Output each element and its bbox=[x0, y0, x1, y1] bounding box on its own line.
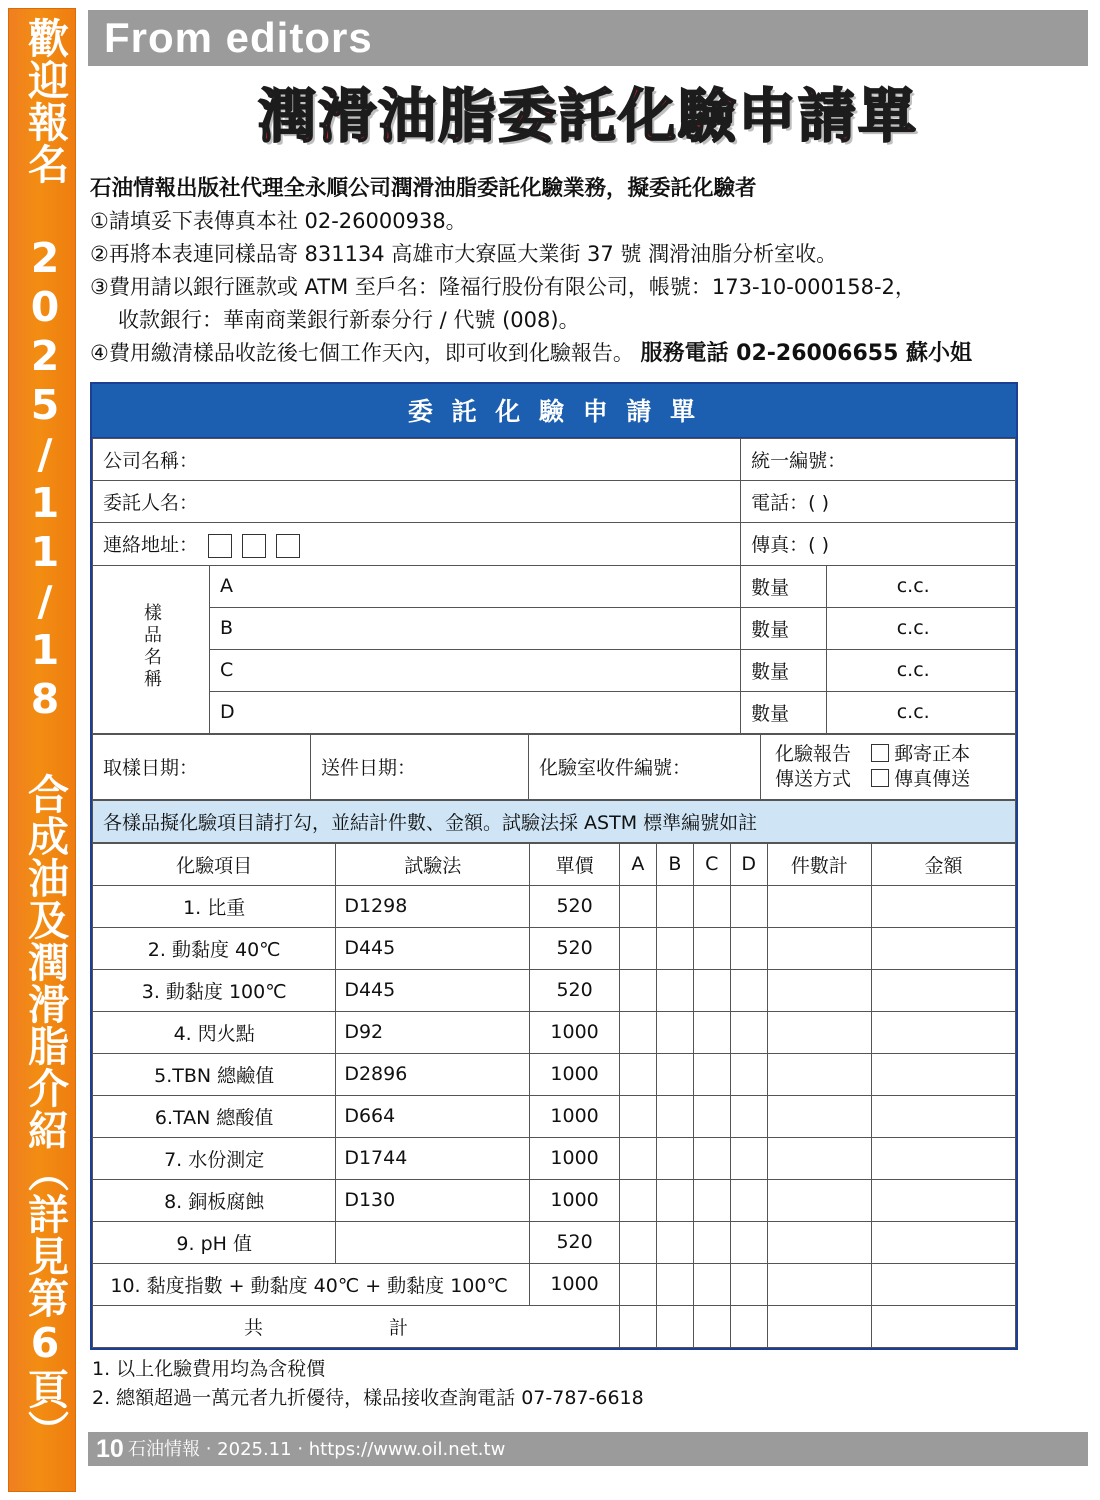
form-row-contact bbox=[93, 481, 1016, 523]
col-item-name: 化驗項目 bbox=[93, 843, 336, 885]
sample-row-d bbox=[93, 691, 1016, 733]
footnotes bbox=[92, 1355, 644, 1413]
col-method: 試驗法 bbox=[336, 843, 530, 885]
check-c-5[interactable] bbox=[693, 1053, 730, 1095]
totals-row bbox=[93, 1305, 1016, 1347]
count-1[interactable] bbox=[767, 885, 871, 927]
item-method-2: D445 bbox=[336, 927, 530, 969]
items-note: 各樣品擬化驗項目請打勾，並結計件數、金額。試驗法採 ASTM 標準編號如註 bbox=[93, 800, 1016, 842]
check-c-4[interactable] bbox=[693, 1011, 730, 1053]
zip-box-3[interactable] bbox=[276, 534, 300, 558]
total-b[interactable] bbox=[656, 1305, 693, 1347]
check-b-5[interactable] bbox=[656, 1053, 693, 1095]
col-a: A bbox=[619, 843, 656, 885]
total-c[interactable] bbox=[693, 1305, 730, 1347]
count-10[interactable] bbox=[767, 1263, 871, 1305]
form-row-address bbox=[93, 523, 1016, 566]
col-count: 件數計 bbox=[767, 843, 871, 885]
check-b-10[interactable] bbox=[656, 1263, 693, 1305]
sample-b-unit: c.c. bbox=[826, 607, 1015, 649]
form-note-grid bbox=[92, 800, 1016, 843]
service-phone: 服務電話 02-26006655 蘇小姐 bbox=[640, 341, 973, 366]
check-b-1[interactable] bbox=[656, 885, 693, 927]
col-b: B bbox=[656, 843, 693, 885]
check-d-6[interactable] bbox=[730, 1095, 767, 1137]
fax-delivery-option[interactable]: 傳真傳送 bbox=[871, 768, 970, 790]
item-method-5: D2896 bbox=[336, 1053, 530, 1095]
item-name-5: 5.TBN 總鹼值 bbox=[93, 1053, 336, 1095]
sample-d-qty-label: 數量 bbox=[741, 691, 827, 733]
amount-9[interactable] bbox=[871, 1221, 1015, 1263]
sample-c-unit: c.c. bbox=[826, 649, 1015, 691]
form-row-dates bbox=[93, 734, 1016, 799]
footnote-2: 2. 總額超過一萬元者九折優待，樣品接收查詢電話 07-787-6618 bbox=[92, 1387, 644, 1409]
sample-a-qty-label: 數量 bbox=[741, 565, 827, 607]
item-name-6: 6.TAN 總酸值 bbox=[93, 1095, 336, 1137]
sample-d-unit: c.c. bbox=[826, 691, 1015, 733]
intro-lead: 石油情報出版社代理全永順公司潤滑油脂委託化驗業務，擬委託化驗者 bbox=[90, 176, 757, 201]
check-a-1[interactable] bbox=[619, 885, 656, 927]
zip-box-1[interactable] bbox=[208, 534, 232, 558]
company-name-label[interactable]: 公司名稱： bbox=[93, 439, 741, 481]
checkbox-mail-original[interactable] bbox=[871, 744, 889, 762]
table-row bbox=[93, 1263, 1016, 1305]
report-label-2: 傳送方式 bbox=[775, 767, 852, 790]
check-b-7[interactable] bbox=[656, 1137, 693, 1179]
check-a-2[interactable] bbox=[619, 927, 656, 969]
items-note-row bbox=[93, 800, 1016, 842]
check-d-8[interactable] bbox=[730, 1179, 767, 1221]
total-amount[interactable] bbox=[871, 1305, 1015, 1347]
side-banner-text: 歡迎報名 2025/11/18 合成油及潤滑脂介紹（詳見第6頁） bbox=[21, 17, 69, 1452]
amount-2[interactable] bbox=[871, 927, 1015, 969]
check-d-1[interactable] bbox=[730, 885, 767, 927]
count-2[interactable] bbox=[767, 927, 871, 969]
table-row bbox=[93, 927, 1016, 969]
address-cell[interactable] bbox=[93, 523, 741, 566]
count-3[interactable] bbox=[767, 969, 871, 1011]
side-banner bbox=[8, 8, 76, 1492]
item-price-9: 520 bbox=[530, 1221, 620, 1263]
item-method-1: D1298 bbox=[336, 885, 530, 927]
tax-id-label[interactable]: 統一編號： bbox=[741, 439, 1016, 481]
item-method-8: D130 bbox=[336, 1179, 530, 1221]
sample-b-field[interactable]: B bbox=[210, 607, 741, 649]
count-7[interactable] bbox=[767, 1137, 871, 1179]
item-method-7: D1744 bbox=[336, 1137, 530, 1179]
check-b-6[interactable] bbox=[656, 1095, 693, 1137]
sampling-date-label[interactable]: 取樣日期： bbox=[93, 734, 311, 799]
report-label-1: 化驗報告 bbox=[775, 742, 852, 765]
intro-line-2: ②再將本表連同樣品寄 831134 高雄市大寮區大業街 37 號 潤滑油脂分析室收。 bbox=[90, 242, 838, 266]
sample-d-field[interactable]: D bbox=[210, 691, 741, 733]
check-b-3[interactable] bbox=[656, 969, 693, 1011]
zip-boxes[interactable] bbox=[208, 534, 304, 558]
application-form bbox=[90, 382, 1018, 1350]
check-b-9[interactable] bbox=[656, 1221, 693, 1263]
count-9[interactable] bbox=[767, 1221, 871, 1263]
check-a-10[interactable] bbox=[619, 1263, 656, 1305]
table-row bbox=[93, 1011, 1016, 1053]
table-row bbox=[93, 1221, 1016, 1263]
lab-receipt-no-label[interactable]: 化驗室收件編號： bbox=[529, 734, 761, 799]
item-name-7: 7. 水份測定 bbox=[93, 1137, 336, 1179]
count-4[interactable] bbox=[767, 1011, 871, 1053]
check-d-3[interactable] bbox=[730, 969, 767, 1011]
form-row-company bbox=[93, 439, 1016, 481]
amount-8[interactable] bbox=[871, 1179, 1015, 1221]
items-header-row bbox=[93, 843, 1016, 885]
page-title: 潤滑油脂委託化驗申請單 bbox=[257, 82, 918, 150]
table-row bbox=[93, 1137, 1016, 1179]
sample-name-vertical-label: 樣品名稱 bbox=[93, 565, 210, 733]
total-d[interactable] bbox=[730, 1305, 767, 1347]
sample-c-qty-label: 數量 bbox=[741, 649, 827, 691]
check-a-7[interactable] bbox=[619, 1137, 656, 1179]
contact-name-label[interactable]: 委託人名： bbox=[93, 481, 741, 523]
check-a-9[interactable] bbox=[619, 1221, 656, 1263]
item-name-9: 9. pH 值 bbox=[93, 1221, 336, 1263]
item-price-1: 520 bbox=[530, 885, 620, 927]
item-price-7: 1000 bbox=[530, 1137, 620, 1179]
check-a-6[interactable] bbox=[619, 1095, 656, 1137]
check-c-2[interactable] bbox=[693, 927, 730, 969]
check-a-4[interactable] bbox=[619, 1011, 656, 1053]
item-price-6: 1000 bbox=[530, 1095, 620, 1137]
check-d-9[interactable] bbox=[730, 1221, 767, 1263]
col-d: D bbox=[730, 843, 767, 885]
col-price: 單價 bbox=[530, 843, 620, 885]
check-a-8[interactable] bbox=[619, 1179, 656, 1221]
sample-row-b bbox=[93, 607, 1016, 649]
check-c-7[interactable] bbox=[693, 1137, 730, 1179]
check-a-5[interactable] bbox=[619, 1053, 656, 1095]
item-method-9 bbox=[336, 1221, 530, 1263]
footer-text: 石油情報 ‧ 2025.11 ‧ https://www.oil.net.tw bbox=[128, 1439, 506, 1460]
intro-line-1: ①請填妥下表傳真本社 02-26000938。 bbox=[90, 209, 467, 233]
check-b-8[interactable] bbox=[656, 1179, 693, 1221]
count-8[interactable] bbox=[767, 1179, 871, 1221]
form-top-grid bbox=[92, 438, 1016, 734]
amount-10[interactable] bbox=[871, 1263, 1015, 1305]
check-d-10[interactable] bbox=[730, 1263, 767, 1305]
sample-c-field[interactable]: C bbox=[210, 649, 741, 691]
item-name-10: 10. 黏度指數 + 動黏度 40℃ + 動黏度 100℃ bbox=[93, 1263, 530, 1305]
col-amount: 金額 bbox=[871, 843, 1015, 885]
total-label: 共 計 bbox=[93, 1305, 620, 1347]
check-d-4[interactable] bbox=[730, 1011, 767, 1053]
intro-block bbox=[90, 172, 1090, 370]
check-b-2[interactable] bbox=[656, 927, 693, 969]
report-delivery-row-1 bbox=[775, 742, 1005, 767]
table-row bbox=[93, 1053, 1016, 1095]
check-c-6[interactable] bbox=[693, 1095, 730, 1137]
total-a[interactable] bbox=[619, 1305, 656, 1347]
amount-7[interactable] bbox=[871, 1137, 1015, 1179]
form-dates-grid bbox=[92, 734, 1016, 800]
amount-3[interactable] bbox=[871, 969, 1015, 1011]
mail-original-option[interactable]: 郵寄正本 bbox=[871, 743, 970, 765]
intro-line-4-wrap bbox=[90, 337, 1090, 370]
item-method-4: D92 bbox=[336, 1011, 530, 1053]
send-date-label[interactable]: 送件日期： bbox=[311, 734, 529, 799]
table-row bbox=[93, 1095, 1016, 1137]
amount-6[interactable] bbox=[871, 1095, 1015, 1137]
amount-4[interactable] bbox=[871, 1011, 1015, 1053]
check-d-7[interactable] bbox=[730, 1137, 767, 1179]
check-d-2[interactable] bbox=[730, 927, 767, 969]
item-name-2: 2. 動黏度 40℃ bbox=[93, 927, 336, 969]
table-row bbox=[93, 969, 1016, 1011]
check-a-3[interactable] bbox=[619, 969, 656, 1011]
sample-row-c bbox=[93, 649, 1016, 691]
check-c-9[interactable] bbox=[693, 1221, 730, 1263]
table-row bbox=[93, 885, 1016, 927]
address-label: 連絡地址： bbox=[103, 534, 199, 556]
item-name-1: 1. 比重 bbox=[93, 885, 336, 927]
intro-line-3b: 收款銀行：華南商業銀行新泰分行 / 代號 (008)。 bbox=[118, 308, 580, 332]
item-price-10: 1000 bbox=[530, 1263, 620, 1305]
item-price-2: 520 bbox=[530, 927, 620, 969]
report-delivery-cell bbox=[761, 734, 1016, 799]
item-price-8: 1000 bbox=[530, 1179, 620, 1221]
item-name-4: 4. 閃火點 bbox=[93, 1011, 336, 1053]
count-5[interactable] bbox=[767, 1053, 871, 1095]
item-method-6: D664 bbox=[336, 1095, 530, 1137]
test-items-table bbox=[92, 843, 1016, 1348]
fax-label[interactable]: 傳真：( ) bbox=[741, 523, 1016, 566]
amount-5[interactable] bbox=[871, 1053, 1015, 1095]
sample-a-unit: c.c. bbox=[826, 565, 1015, 607]
check-c-3[interactable] bbox=[693, 969, 730, 1011]
amount-1[interactable] bbox=[871, 885, 1015, 927]
footnote-1: 1. 以上化驗費用均為含稅價 bbox=[92, 1358, 326, 1380]
item-price-5: 1000 bbox=[530, 1053, 620, 1095]
report-delivery-row-2 bbox=[775, 767, 1005, 792]
count-6[interactable] bbox=[767, 1095, 871, 1137]
item-price-4: 1000 bbox=[530, 1011, 620, 1053]
check-c-10[interactable] bbox=[693, 1263, 730, 1305]
sample-b-qty-label: 數量 bbox=[741, 607, 827, 649]
col-c: C bbox=[693, 843, 730, 885]
checkbox-fax-delivery[interactable] bbox=[871, 769, 889, 787]
sample-row-a bbox=[93, 565, 1016, 607]
item-name-3: 3. 動黏度 100℃ bbox=[93, 969, 336, 1011]
table-row bbox=[93, 1179, 1016, 1221]
item-name-8: 8. 銅板腐蝕 bbox=[93, 1179, 336, 1221]
item-method-3: D445 bbox=[336, 969, 530, 1011]
page-number: 10 bbox=[96, 1435, 124, 1463]
check-d-5[interactable] bbox=[730, 1053, 767, 1095]
total-count[interactable] bbox=[767, 1305, 871, 1347]
tel-label[interactable]: 電話：( ) bbox=[741, 481, 1016, 523]
check-c-1[interactable] bbox=[693, 885, 730, 927]
intro-line-4: ④費用繳清樣品收訖後七個工作天內，即可收到化驗報告。 bbox=[90, 341, 634, 365]
check-c-8[interactable] bbox=[693, 1179, 730, 1221]
intro-line-3: ③費用請以銀行匯款或 ATM 至戶名：隆福行股份有限公司，帳號：173-10-000158-2， bbox=[90, 275, 916, 299]
check-b-4[interactable] bbox=[656, 1011, 693, 1053]
header-label: From editors bbox=[104, 14, 373, 61]
form-title: 委 託 化 驗 申 請 單 bbox=[92, 384, 1016, 438]
item-price-3: 520 bbox=[530, 969, 620, 1011]
zip-box-2[interactable] bbox=[242, 534, 266, 558]
sample-a-field[interactable]: A bbox=[210, 565, 741, 607]
